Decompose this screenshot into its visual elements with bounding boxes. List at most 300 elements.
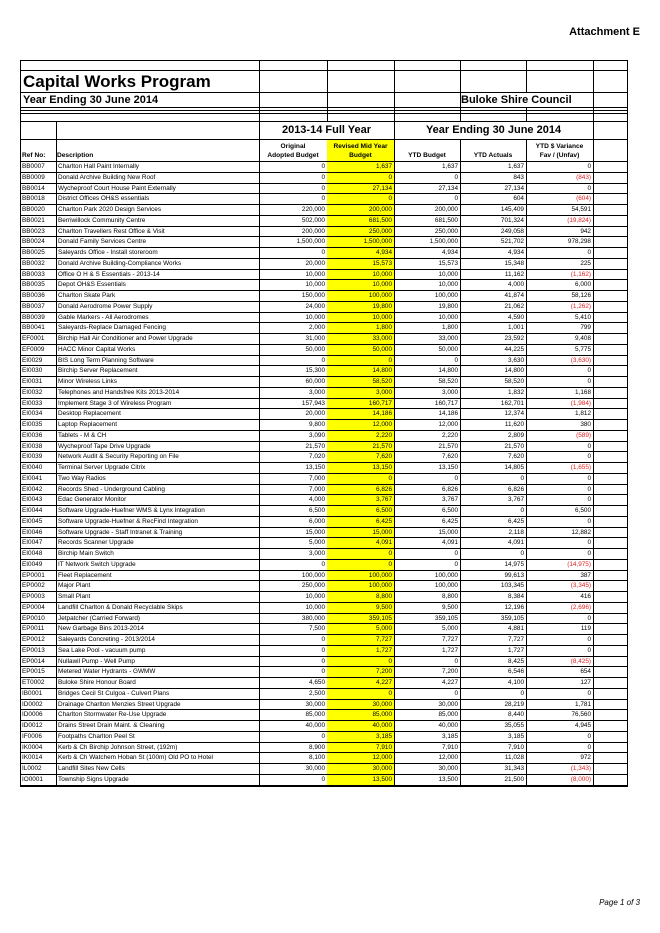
cell-ref: BB0036 xyxy=(22,292,45,299)
table-row xyxy=(21,280,627,291)
cell-var: 0 xyxy=(587,636,591,643)
cell-rev: 0 xyxy=(327,474,394,484)
cell-ytda: 7,620 xyxy=(508,453,524,461)
cell-rev: 0 xyxy=(327,356,394,366)
cell-var: (589) xyxy=(576,431,591,439)
cell-rev: 21,570 xyxy=(327,442,394,452)
cell-rev: 4,227 xyxy=(327,678,394,688)
cell-ytda: 6,546 xyxy=(508,668,524,676)
table-row xyxy=(21,442,627,453)
cell-orig: 21,570 xyxy=(305,442,325,450)
cell-ytda: 14,800 xyxy=(504,367,524,375)
cell-var: 9,408 xyxy=(575,335,591,342)
cell-orig: 60,000 xyxy=(305,378,325,385)
cell-ytda: 0 xyxy=(520,474,524,482)
cell-desc: Charlton Skate Park xyxy=(58,292,116,299)
cell-ytda: 27,134 xyxy=(504,184,524,192)
cell-desc: Saleyards Concreting - 2013/2014 xyxy=(58,636,155,643)
table-row xyxy=(21,549,627,560)
cell-ytdb: 100,000 xyxy=(434,582,458,590)
cell-ytdb: 100,000 xyxy=(434,571,458,579)
cell-rev: 0 xyxy=(327,549,394,559)
cell-ytda: 41,874 xyxy=(504,292,524,299)
cell-ytda: 4,000 xyxy=(508,281,524,289)
cell-orig: 0 xyxy=(321,184,325,192)
cell-orig: 250,000 xyxy=(301,582,325,590)
cell-var: 0 xyxy=(587,743,591,751)
cell-ytda: 21,062 xyxy=(504,302,524,310)
cell-orig: 6,500 xyxy=(309,507,325,514)
cell-var: 654 xyxy=(580,668,591,676)
cell-ytda: 23,592 xyxy=(504,335,524,342)
cell-rev: 4,934 xyxy=(327,248,394,258)
cell-var: 0 xyxy=(587,689,591,697)
table-row xyxy=(21,420,627,431)
cell-rev: 0 xyxy=(327,560,394,570)
cell-ref: EI0039 xyxy=(22,453,43,461)
col-ref-header: Ref No: xyxy=(22,152,46,159)
cell-var: 6,000 xyxy=(575,281,591,289)
cell-orig: 13,150 xyxy=(305,464,325,471)
cell-ytda: 14,805 xyxy=(504,464,524,471)
table-row xyxy=(21,528,627,539)
cell-var: 0 xyxy=(587,485,591,493)
table-row xyxy=(21,216,627,227)
cell-rev: 3,767 xyxy=(327,495,394,505)
subtitle-row xyxy=(21,93,627,108)
cell-rev: 27,134 xyxy=(327,184,394,194)
cell-orig: 150,000 xyxy=(301,292,325,299)
table-row xyxy=(21,291,627,302)
table-row xyxy=(21,667,627,678)
cell-var: (3,630) xyxy=(570,356,591,364)
cell-rev: 5,000 xyxy=(327,624,394,634)
cell-var: (1,655) xyxy=(570,464,591,471)
cell-desc: Software Upgrade-Huefner & RecFind Integration xyxy=(58,517,198,525)
cell-rev: 1,637 xyxy=(327,162,394,172)
cell-orig: 0 xyxy=(321,195,325,203)
cell-ytda: 701,324 xyxy=(500,216,524,224)
cell-desc: Two Way Radios xyxy=(58,474,106,482)
table-row xyxy=(21,388,627,399)
cell-ref: EP0002 xyxy=(22,582,45,590)
cell-ytdb: 1,500,000 xyxy=(429,238,458,246)
table-row xyxy=(21,775,627,786)
page-number: Page 1 of 3 xyxy=(599,898,640,907)
col-revised-header: Revised Mid Year Budget xyxy=(327,140,394,161)
cell-ytda: 4,881 xyxy=(508,625,524,633)
cell-ref: BB0009 xyxy=(22,173,45,181)
cell-desc: Terminal Server Upgrade Citrix xyxy=(58,464,146,471)
cell-ytdb: 10,000 xyxy=(438,281,458,289)
cell-desc: Gable Markers - All Aerodromes xyxy=(58,313,149,321)
table-row xyxy=(21,753,627,764)
cell-orig: 0 xyxy=(321,775,325,783)
cell-ytdb: 3,767 xyxy=(442,496,458,504)
table-row xyxy=(21,452,627,463)
group-full-year: 2013-14 Full Year xyxy=(281,124,372,136)
cell-desc: HACC Minor Capital Works xyxy=(58,345,136,353)
cell-orig: 10,000 xyxy=(305,313,325,321)
cell-rev: 0 xyxy=(327,173,394,183)
cell-rev: 2,220 xyxy=(327,431,394,441)
cell-var: 0 xyxy=(587,732,591,740)
cell-desc: Buloke Shire Honour Board xyxy=(58,679,136,686)
cell-ytdb: 12,000 xyxy=(438,421,458,428)
cell-ref: BB0007 xyxy=(22,163,45,170)
cell-ytda: 843 xyxy=(513,173,524,181)
cell-var: (1,984) xyxy=(570,399,591,407)
cell-desc: Software Upgrade - Staff Intranet & Training xyxy=(58,528,183,536)
cell-var: (14,975) xyxy=(567,560,591,568)
table-row xyxy=(21,323,627,334)
cell-var: 387 xyxy=(580,571,591,579)
cell-rev: 7,620 xyxy=(327,452,394,462)
cell-ytdb: 15,000 xyxy=(438,528,458,536)
cell-rev: 1,500,000 xyxy=(327,237,394,247)
cell-var: 0 xyxy=(587,367,591,375)
cell-ytda: 3,630 xyxy=(508,356,524,364)
cell-ref: EI0042 xyxy=(22,485,43,493)
cell-var: 4,945 xyxy=(575,722,591,729)
cell-ytdb: 9,500 xyxy=(442,603,458,611)
cell-orig: 0 xyxy=(321,163,325,170)
cell-orig: 2,000 xyxy=(309,324,325,332)
table-row xyxy=(21,581,627,592)
cell-rev: 12,000 xyxy=(327,420,394,430)
cell-ref: EI0049 xyxy=(22,560,43,568)
cell-ref: EI0047 xyxy=(22,539,43,547)
cell-ref: IK0004 xyxy=(22,743,43,751)
cell-ytdb: 3,000 xyxy=(442,388,458,396)
cell-ytdb: 58,520 xyxy=(438,378,458,385)
cell-desc: Wycheproof Court House Paint Externally xyxy=(58,184,176,192)
cell-ytdb: 85,000 xyxy=(438,711,458,719)
cell-rev: 6,425 xyxy=(327,517,394,527)
cell-rev: 250,000 xyxy=(327,227,394,237)
cell-ytdb: 2,220 xyxy=(442,431,458,439)
cell-ytda: 7,910 xyxy=(508,743,524,751)
table-row xyxy=(21,259,627,270)
table-row xyxy=(21,194,627,205)
cell-var: (8,425) xyxy=(570,657,591,665)
cell-ytdb: 4,091 xyxy=(442,539,458,547)
table-body xyxy=(21,162,627,786)
cell-var: 799 xyxy=(580,324,591,332)
cell-desc: Wycheproof Tape Drive Upgrade xyxy=(58,442,151,450)
cell-ytda: 44,225 xyxy=(504,345,524,353)
cell-desc: Fleet Replacement xyxy=(58,571,112,579)
cell-ytda: 11,028 xyxy=(504,754,524,762)
cell-ytda: 21,500 xyxy=(504,775,524,783)
cell-ytda: 0 xyxy=(520,507,524,514)
cell-ref: EI0040 xyxy=(22,464,43,471)
cell-rev: 9,500 xyxy=(327,603,394,613)
cell-var: 1,168 xyxy=(575,388,591,396)
cell-ytda: 12,374 xyxy=(504,410,524,418)
cell-ytda: 21,570 xyxy=(504,442,524,450)
cell-var: 5,775 xyxy=(575,345,591,353)
table-row xyxy=(21,614,627,625)
cell-desc: Laptop Replacement xyxy=(58,421,117,428)
cell-ref: EI0044 xyxy=(22,507,43,514)
cell-desc: Kerb & Ch Watchem Hoban St (100m) Old PO to Hotel xyxy=(58,754,213,762)
table-row xyxy=(21,237,627,248)
cell-orig: 31,000 xyxy=(305,335,325,342)
cell-orig: 0 xyxy=(321,560,325,568)
cell-ytdb: 30,000 xyxy=(438,700,458,708)
table-row xyxy=(21,592,627,603)
cell-ref: BB0039 xyxy=(22,313,45,321)
table-row xyxy=(21,517,627,528)
cell-ref: IF0006 xyxy=(22,732,42,740)
table-row xyxy=(21,356,627,367)
cell-ytdb: 30,000 xyxy=(438,765,458,772)
cell-ref: EI0041 xyxy=(22,474,43,482)
cell-orig: 30,000 xyxy=(305,765,325,772)
cell-orig: 1,500,000 xyxy=(296,238,325,246)
cell-var: (1,343) xyxy=(570,765,591,772)
cell-ytdb: 10,000 xyxy=(438,313,458,321)
cell-orig: 3,000 xyxy=(309,388,325,396)
cell-rev: 13,500 xyxy=(327,775,394,785)
document-subtitle: Year Ending 30 June 2014 xyxy=(23,94,159,106)
cell-rev: 30,000 xyxy=(327,764,394,774)
cell-orig: 15,000 xyxy=(305,528,325,536)
cell-ytdb: 1,727 xyxy=(442,646,458,654)
cell-desc: Donald Aerodrome Power Supply xyxy=(58,302,153,310)
table-row xyxy=(21,700,627,711)
cell-desc: Landfill Charlton & Donald Recyclable Skips xyxy=(58,603,183,611)
cell-orig: 100,000 xyxy=(301,571,325,579)
cell-orig: 220,000 xyxy=(301,206,325,213)
capital-works-table xyxy=(20,60,628,787)
cell-ref: EP0015 xyxy=(22,668,45,676)
cell-desc: BIS Long Term Planning Software xyxy=(58,356,154,364)
cell-ytdb: 4,227 xyxy=(442,679,458,686)
cell-rev: 40,000 xyxy=(327,721,394,731)
cell-orig: 10,000 xyxy=(305,593,325,600)
table-row xyxy=(21,302,627,313)
title-row xyxy=(21,71,627,93)
table-row xyxy=(21,248,627,259)
cell-ref: EI0043 xyxy=(22,496,43,504)
cell-ytdb: 7,910 xyxy=(442,743,458,751)
cell-var: 380 xyxy=(580,421,591,428)
table-row xyxy=(21,227,627,238)
cell-ref: IK0014 xyxy=(22,754,43,762)
cell-ytdb: 10,000 xyxy=(438,270,458,278)
cell-orig: 200,000 xyxy=(301,227,325,235)
cell-ytda: 162,701 xyxy=(500,399,524,407)
spacer-row xyxy=(21,114,627,122)
cell-desc: Township Signs Upgrade xyxy=(58,775,129,783)
cell-var: 119 xyxy=(580,625,591,633)
cell-rev: 100,000 xyxy=(327,581,394,591)
cell-var: (604) xyxy=(576,195,591,203)
cell-rev: 100,000 xyxy=(327,291,394,301)
cell-var: 1,812 xyxy=(575,410,591,418)
cell-ytda: 6,425 xyxy=(508,517,524,525)
cell-orig: 50,000 xyxy=(305,345,325,353)
col-ytd-budget-header: YTD Budget xyxy=(408,152,446,159)
cell-rev: 14,800 xyxy=(327,366,394,376)
cell-orig: 0 xyxy=(321,249,325,256)
cell-orig: 8,900 xyxy=(309,743,325,751)
cell-orig: 4,000 xyxy=(309,496,325,504)
cell-ytdb: 160,717 xyxy=(434,399,458,407)
cell-orig: 24,000 xyxy=(305,302,325,310)
cell-ytda: 31,343 xyxy=(504,765,524,772)
cell-ytda: 6,826 xyxy=(508,485,524,493)
cell-desc: Bridges Cecil St Culgoa - Culvert Plans xyxy=(58,689,170,697)
cell-ytda: 249,058 xyxy=(500,227,524,235)
cell-ytdb: 200,000 xyxy=(434,206,458,213)
cell-ytda: 12,196 xyxy=(504,603,524,611)
cell-ytdb: 21,570 xyxy=(438,442,458,450)
attachment-label: Attachment E xyxy=(569,26,640,38)
cell-orig: 10,000 xyxy=(305,603,325,611)
cell-ref: EI0048 xyxy=(22,550,43,557)
cell-var: 54,591 xyxy=(571,206,591,213)
cell-desc: Jetpatcher (Carried Forward) xyxy=(58,614,141,622)
cell-orig: 20,000 xyxy=(305,259,325,267)
cell-ref: IL0002 xyxy=(22,765,42,772)
cell-desc: Sea Lake Pool - vacuum pump xyxy=(58,646,146,654)
cell-ytda: 11,162 xyxy=(504,270,524,278)
cell-desc: Charlton Stormwater Re-Use Upgrade xyxy=(58,711,167,719)
cell-orig: 7,000 xyxy=(309,485,325,493)
cell-ref: EP0013 xyxy=(22,646,45,654)
cell-desc: Landfill Sites New Cells xyxy=(58,765,125,772)
table-row xyxy=(21,732,627,743)
cell-rev: 13,150 xyxy=(327,463,394,473)
table-row xyxy=(21,560,627,571)
cell-var: 0 xyxy=(587,378,591,385)
cell-ref: EI0033 xyxy=(22,399,43,407)
cell-orig: 5,000 xyxy=(309,539,325,547)
cell-ytdb: 0 xyxy=(454,550,458,557)
column-header-row xyxy=(21,139,627,162)
cell-var: (1,262) xyxy=(570,302,591,310)
cell-ytda: 7,727 xyxy=(508,636,524,643)
cell-ref: EP0001 xyxy=(22,571,45,579)
cell-desc: Desktop Replacement xyxy=(58,410,121,418)
cell-ytda: 1,001 xyxy=(508,324,524,332)
cell-ytda: 99,613 xyxy=(504,571,524,579)
cell-var: 76,560 xyxy=(571,711,591,719)
cell-desc: Charlton Hall Paint Internally xyxy=(58,163,139,170)
cell-rev: 100,000 xyxy=(327,571,394,581)
cell-rev: 15,000 xyxy=(327,528,394,538)
cell-orig: 0 xyxy=(321,646,325,654)
cell-desc: Donald Archive Building New Roof xyxy=(58,173,156,181)
cell-orig: 2,500 xyxy=(309,689,325,697)
cell-rev: 7,727 xyxy=(327,635,394,645)
cell-var: (3,345) xyxy=(570,582,591,590)
cell-orig: 0 xyxy=(321,732,325,740)
cell-var: 0 xyxy=(587,184,591,192)
cell-ytdb: 27,134 xyxy=(438,184,458,192)
cell-rev: 33,000 xyxy=(327,334,394,344)
table-row xyxy=(21,678,627,689)
cell-ytdb: 33,000 xyxy=(438,335,458,342)
cell-rev: 3,185 xyxy=(327,732,394,742)
cell-var: 978,298 xyxy=(567,238,591,246)
cell-ytda: 14,975 xyxy=(504,560,524,568)
cell-ytdb: 14,800 xyxy=(438,367,458,375)
table-row xyxy=(21,764,627,775)
cell-ref: EP0010 xyxy=(22,614,45,622)
cell-var: 0 xyxy=(587,453,591,461)
cell-desc: IT Network Switch Upgrade xyxy=(58,560,136,568)
cell-ytda: 359,105 xyxy=(500,614,524,622)
table-row xyxy=(21,270,627,281)
cell-ytdb: 100,000 xyxy=(434,292,458,299)
cell-var: 58,126 xyxy=(571,292,591,299)
cell-var: 0 xyxy=(587,474,591,482)
cell-desc: Tablets - M & CH xyxy=(58,431,107,439)
cell-var: (8,000) xyxy=(570,775,591,783)
table-row xyxy=(21,657,627,668)
table-row xyxy=(21,334,627,345)
cell-ref: EI0038 xyxy=(22,442,43,450)
col-original-header: Original Adopted Budget xyxy=(267,142,319,159)
cell-ref: BB0020 xyxy=(22,206,45,213)
cell-orig: 10,000 xyxy=(305,281,325,289)
cell-ytda: 11,620 xyxy=(504,421,524,428)
cell-ref: IO0001 xyxy=(22,775,43,783)
cell-ytdb: 7,200 xyxy=(442,668,458,676)
cell-desc: Charlton Park 2020 Design Services xyxy=(58,206,162,213)
cell-ref: ET0002 xyxy=(22,679,45,686)
cell-var: 225 xyxy=(580,259,591,267)
cell-orig: 4,650 xyxy=(309,679,325,686)
cell-ytda: 4,590 xyxy=(508,313,524,321)
cell-ytdb: 8,800 xyxy=(442,593,458,600)
cell-desc: New Garbage Bins 2013-2014 xyxy=(58,625,144,633)
cell-rev: 58,520 xyxy=(327,377,394,387)
cell-desc: Donald Family Services Centre xyxy=(58,238,147,246)
cell-ref: BB0024 xyxy=(22,238,45,246)
cell-ytdb: 681,500 xyxy=(434,216,458,224)
cell-rev: 160,717 xyxy=(327,399,394,409)
cell-desc: Nullawil Pump - Well Pump xyxy=(58,657,135,665)
cell-desc: Charlton Travellers Rest Office & Visit xyxy=(58,227,165,235)
cell-var: (1,162) xyxy=(570,270,591,278)
cell-var: 0 xyxy=(587,614,591,622)
cell-desc: Drains Street Drain Maint. & Cleaning xyxy=(58,722,165,729)
cell-var: 5,410 xyxy=(575,313,591,321)
cell-ytdb: 0 xyxy=(454,173,458,181)
cell-orig: 0 xyxy=(321,173,325,181)
cell-ref: EP0012 xyxy=(22,636,45,643)
cell-ytda: 8,425 xyxy=(508,657,524,665)
cell-rev: 15,573 xyxy=(327,259,394,269)
cell-ytdb: 7,620 xyxy=(442,453,458,461)
cell-var: 0 xyxy=(587,550,591,557)
cell-rev: 19,800 xyxy=(327,302,394,312)
cell-ref: EP0014 xyxy=(22,657,45,665)
cell-rev: 7,910 xyxy=(327,743,394,753)
cell-rev: 10,000 xyxy=(327,270,394,280)
cell-ytda: 3,185 xyxy=(508,732,524,740)
cell-var: 127 xyxy=(580,679,591,686)
cell-ytda: 28,219 xyxy=(504,700,524,708)
cell-desc: Office O H & S Essentials - 2013-14 xyxy=(58,270,160,278)
cell-rev: 359,105 xyxy=(327,614,394,624)
cell-var: 0 xyxy=(587,646,591,654)
